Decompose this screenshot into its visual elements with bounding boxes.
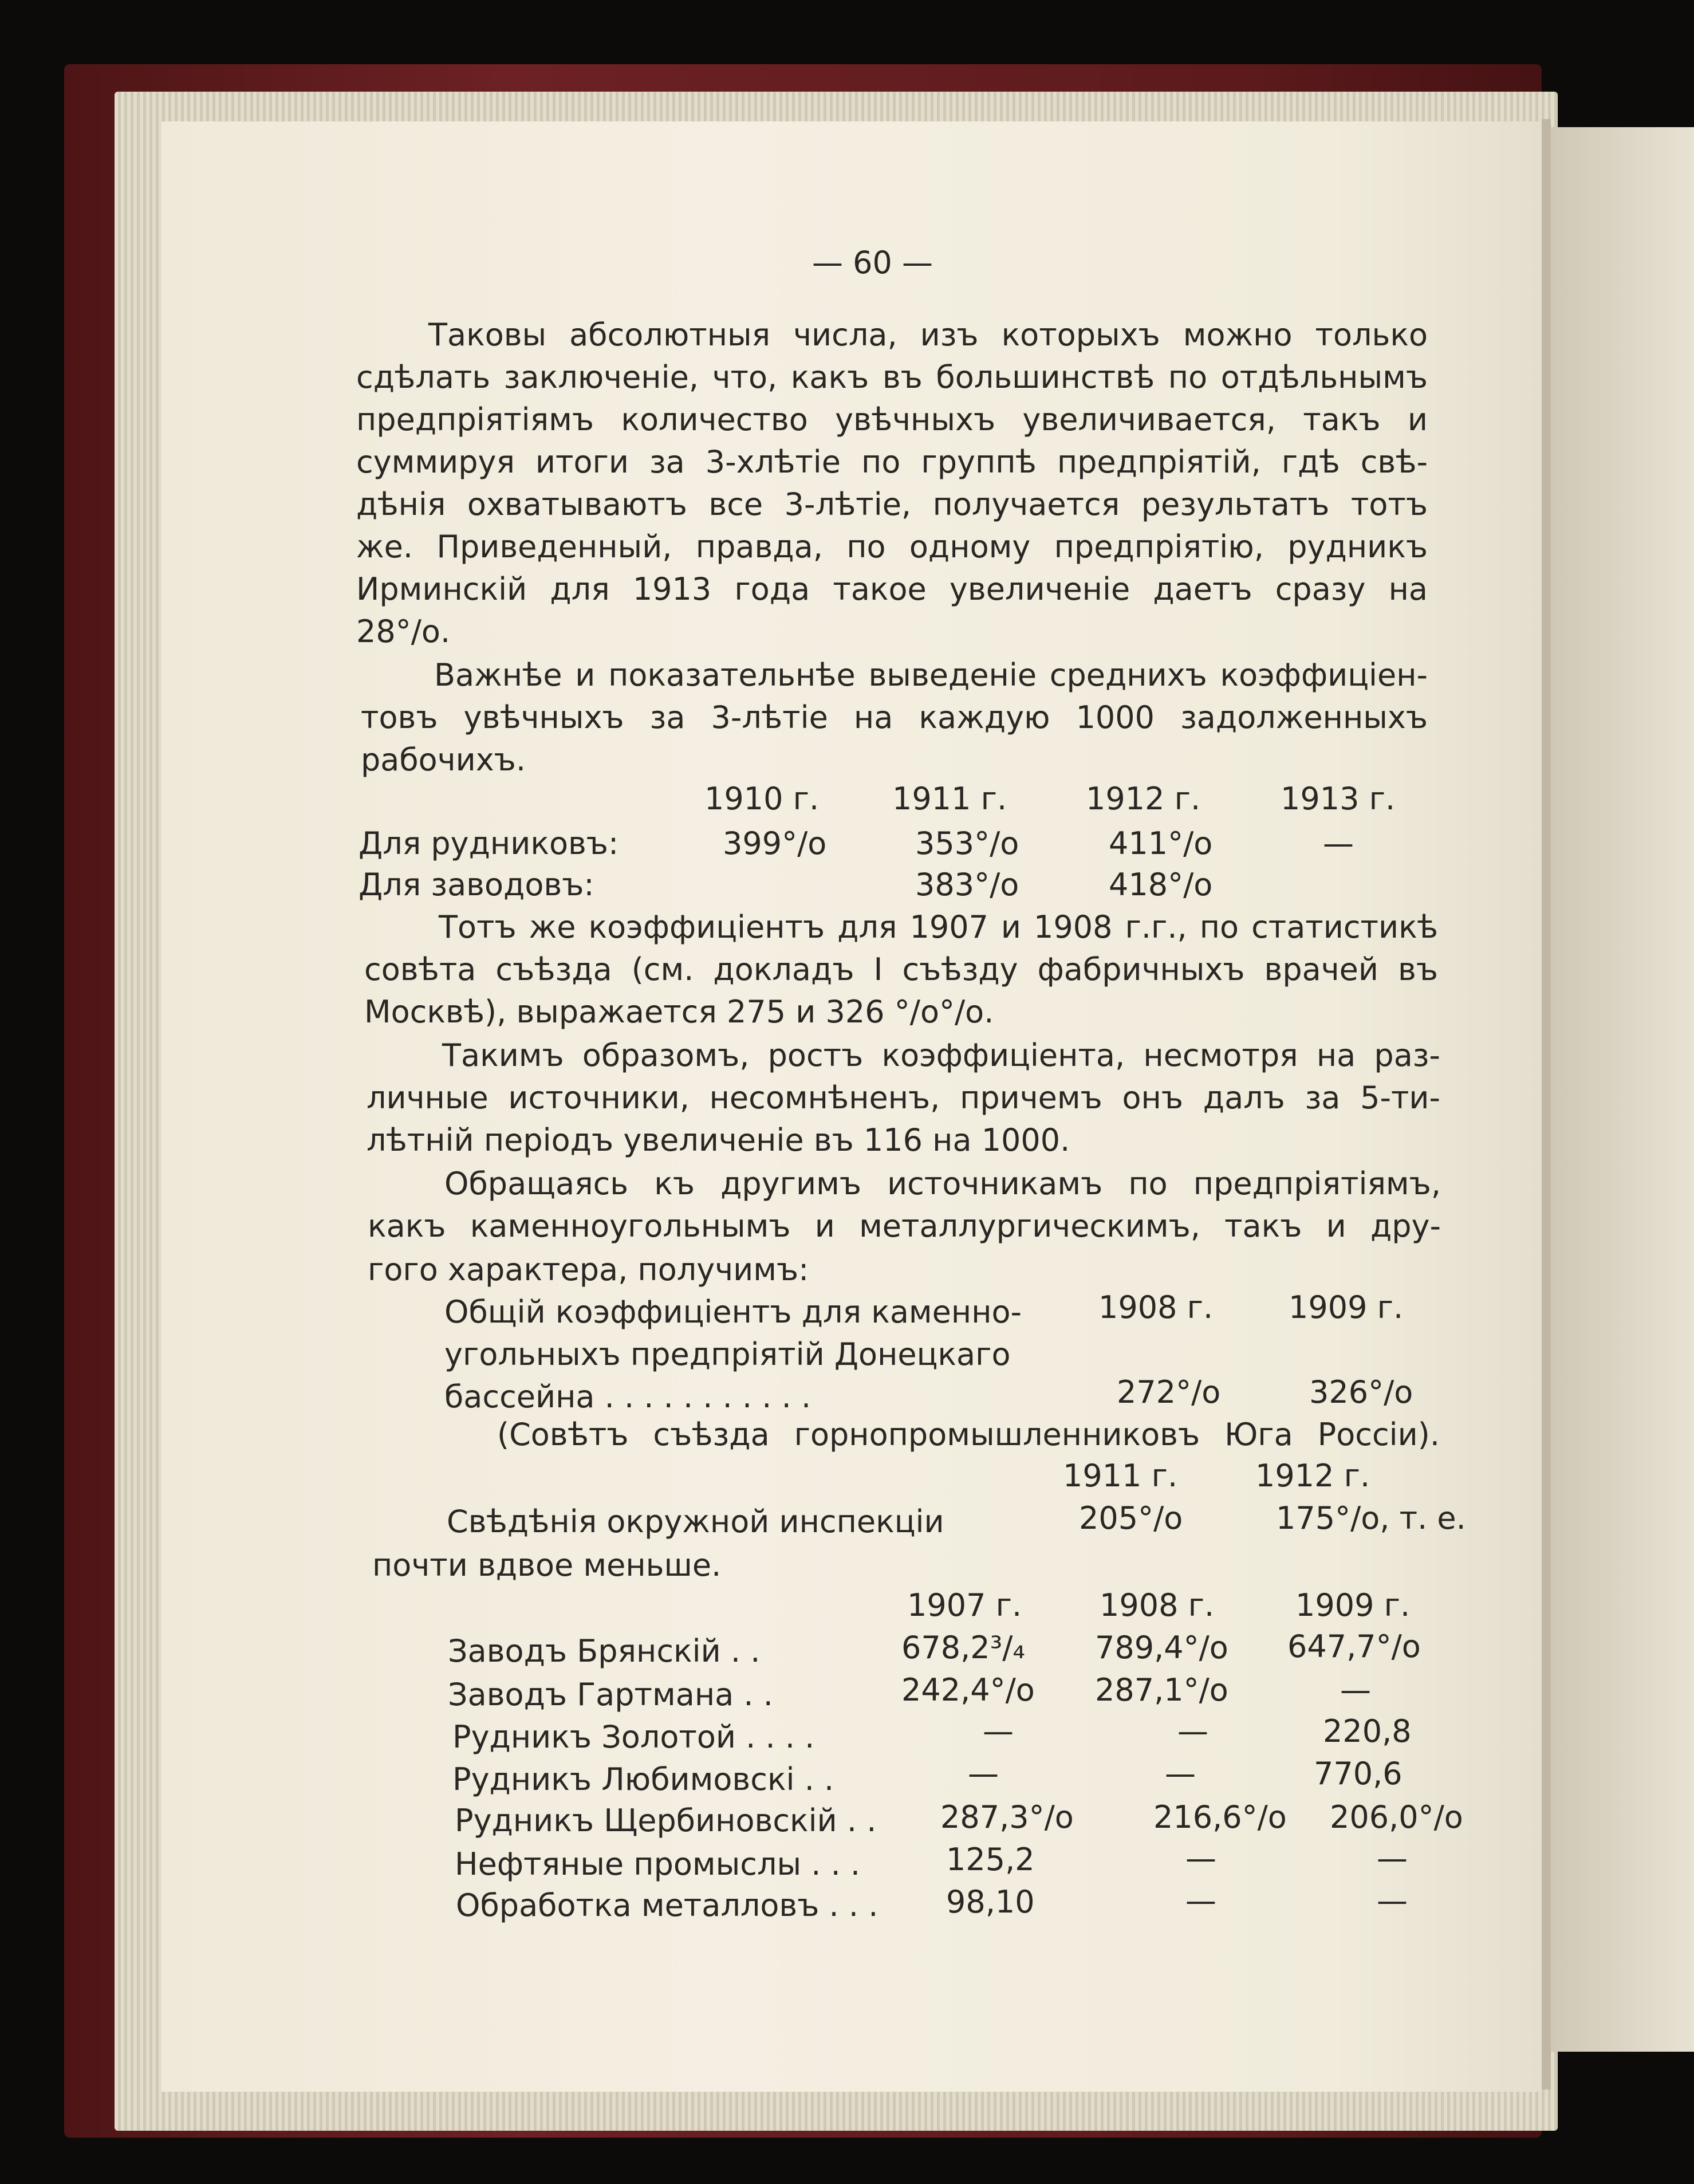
text-line: личные источники, несомнѣненъ, причемъ онъ далъ за 5-ти- (367, 1080, 1440, 1116)
year-header: 1910 г. (704, 781, 820, 817)
text-line: какъ каменноугольнымъ и металлургическимъ, такъ и дру- (368, 1208, 1441, 1244)
cell: 272°/о (1117, 1374, 1221, 1410)
cell: 205°/о (1079, 1500, 1183, 1536)
cell: — (968, 1756, 999, 1792)
row-label: Общiй коэффицiентъ для каменно- (444, 1294, 1022, 1330)
row-label: Заводъ Гартмана . . (448, 1677, 773, 1713)
row-label: угольныхъ предпрiятiй Донецкаго (444, 1336, 1011, 1372)
cell: — (1185, 1840, 1216, 1876)
source-note: (Совѣтъ съѣзда горнопромышленниковъ Юга Россiи). (497, 1416, 1440, 1453)
cell: 399°/о (723, 825, 827, 861)
cell: 678,2³/₄ (901, 1630, 1026, 1666)
year-header: 1909 г. (1295, 1587, 1411, 1623)
row-label: Свѣдѣнiя окружной инспекцiи (447, 1504, 944, 1540)
text-line: Тотъ же коэффицiентъ для 1907 и 1908 г.г., по статистикѣ (439, 909, 1438, 945)
row-label: Рудникъ Щербиновскiй . . (455, 1803, 877, 1839)
cell: 383°/о (915, 867, 1019, 903)
text-line: суммируя итоги за 3-хлѣтiе по группѣ предпрiятiй, гдѣ свѣ- (356, 444, 1428, 480)
row-label: бассейна . . . . . . . . . . . (444, 1379, 811, 1415)
year-header: 1913 г. (1281, 781, 1396, 817)
text-line: совѣта съѣзда (см. докладъ I съѣзду фабричныхъ врачей въ (364, 951, 1438, 987)
cell: 789,4°/о (1095, 1630, 1228, 1666)
text-line: Москвѣ), выражается 275 и 326 °/о°/о. (364, 994, 994, 1030)
text-line: рабочихъ. (361, 742, 526, 778)
cell: — (1340, 1672, 1371, 1708)
text-line: почти вдвое меньше. (372, 1547, 722, 1583)
cell: 98,10 (946, 1884, 1035, 1920)
cell: 175°/о, т. е. (1276, 1500, 1466, 1536)
cell: 326°/о (1309, 1374, 1413, 1410)
year-header: 1907 г. (907, 1587, 1022, 1623)
row-label: Рудникъ Любимовскi . . (452, 1761, 834, 1797)
cell: — (1165, 1756, 1196, 1792)
row-label: Обработка металловъ . . . (456, 1887, 878, 1923)
row-label: Для заводовъ: (359, 867, 594, 903)
row-label: Нефтяные промыслы . . . (455, 1846, 861, 1882)
text-line: Такимъ образомъ, ростъ коэффицiента, несмотря на раз- (442, 1037, 1440, 1073)
cell: 220,8 (1323, 1713, 1412, 1749)
cell: 206,0°/о (1330, 1799, 1463, 1835)
cell: 770,6 (1314, 1756, 1403, 1792)
cell: — (1377, 1840, 1408, 1876)
year-header: 1908 г. (1100, 1587, 1215, 1623)
text-line: же. Приведенный, правда, по одному предпрiятiю, рудникъ (356, 529, 1428, 565)
text-line: Важнѣе и показательнѣе выведенiе среднихъ коэффицiен- (434, 657, 1428, 693)
text-line: дѣнiя охватываютъ все 3-лѣтiе, получается результатъ тотъ (356, 486, 1428, 522)
text-line: Ирминскiй для 1913 года такое увеличенiе даетъ сразу на (356, 571, 1428, 607)
cell: 242,4°/о (901, 1672, 1035, 1708)
cell: 287,1°/о (1095, 1672, 1228, 1708)
text-line: предпрiятiямъ количество увѣчныхъ увеличивается, такъ и (356, 402, 1428, 438)
text-line: гого характера, получимъ: (368, 1252, 809, 1288)
cell: 418°/о (1109, 867, 1213, 903)
cell: 647,7°/о (1287, 1628, 1421, 1664)
cell: — (983, 1713, 1014, 1749)
text-line: Таковы абсолютныя числа, изъ которыхъ можно только (428, 317, 1428, 353)
cell: — (1377, 1883, 1408, 1919)
cell: 125,2 (946, 1841, 1035, 1878)
year-header: 1912 г. (1086, 781, 1201, 817)
year-header: 1912 г. (1255, 1458, 1370, 1494)
year-header: 1911 г. (1063, 1458, 1178, 1494)
row-label: Для рудниковъ: (359, 825, 619, 861)
text-line: 28°/о. (356, 613, 451, 650)
text-line: товъ увѣчныхъ за 3-лѣтiе на каждую 1000 задолженныхъ (361, 699, 1428, 735)
page-number: — 60 — (812, 245, 933, 281)
year-header: 1908 г. (1098, 1289, 1214, 1325)
cell: — (1177, 1713, 1208, 1749)
cell: — (1323, 825, 1354, 861)
text-line: лѣтнiй перiодъ увеличенiе въ 116 на 1000. (367, 1122, 1070, 1158)
row-label: Заводъ Брянскiй . . (448, 1633, 761, 1669)
cell: — (1185, 1883, 1216, 1919)
cell: 411°/о (1109, 825, 1213, 861)
cell: 216,6°/о (1153, 1799, 1287, 1835)
text-line: Обращаясь къ другимъ источникамъ по предпрiятiямъ, (444, 1166, 1441, 1202)
year-header: 1909 г. (1289, 1289, 1404, 1325)
cell: 287,3°/о (940, 1799, 1074, 1835)
year-header: 1911 г. (892, 781, 1007, 817)
cell: 353°/о (915, 825, 1019, 861)
row-label: Рудникъ Золотой . . . . (452, 1719, 815, 1755)
text-line: сдѣлать заключенiе, что, какъ въ большинствѣ по отдѣльнымъ (356, 359, 1428, 395)
